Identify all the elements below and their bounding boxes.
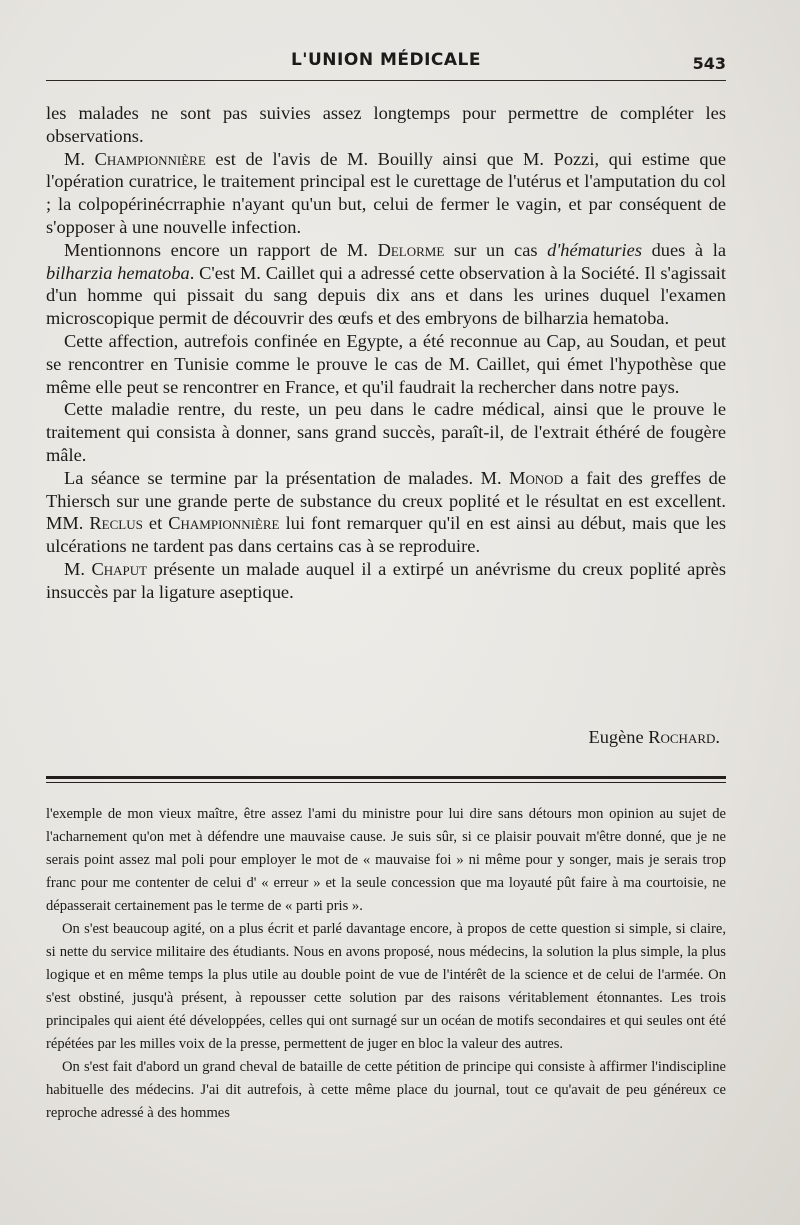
paragraph-text: est de l'avis de M. Bouilly ainsi que M. Pozzi, qui estime que l'opération curatrice, le traitement principal est le curettage de l'utérus et l'amputation du col ; la colpopérinécrraphie n'ayant qu'un but, celui de fermer le vagin, et par conséquent de s'opposer à une nouvelle infection. bbox=[46, 148, 726, 237]
footer-paragraph: l'exemple de mon vieux maître, être assez l'ami du ministre pour lui dire sans détours mon opinion au sujet de l'acharnement qu'on met à défendre une mauvaise cause. Je suis sûr, si ce plaisir pouvait m'être donné, que je ne serais point assez mal poli pour employer le mot de « mauvaise foi » ni même pour y songer, mais je serais trop franc pour me contenter de celui d' « erreur » et la seule concession que ma loyauté pût faire à ma courtoisie, ne dépasserait certainement pas le terme de « parti pris ». bbox=[46, 806, 726, 914]
author-name: Reclus bbox=[89, 513, 143, 534]
feuilleton-text bbox=[46, 803, 726, 1125]
page-number: 543 bbox=[692, 54, 726, 73]
paragraph-text: et bbox=[142, 513, 169, 534]
footer-paragraph: On s'est beaucoup agité, on a plus écrit et parlé davantage encore, à propos de cette question si simple, si claire, si nette du service militaire des étudiants. Nous en avons proposé, nous médecins, la solution la plus simple, la plus logique et en même temps la plus utile au double point de vue de l'intérêt de la science et de celui de l'armée. On s'est obstiné, jusqu'à présent, à repousser cette solution par des raisons véritablement étonnantes. Les trois principales qui aient été développées, celles qui ont surnagé sur un océan de motifs secondaires et qui seules ont été répétées par les milles voix de la presse, permettent de juger en bloc la valeur des autres. bbox=[46, 921, 726, 1052]
paragraph-text: La séance se termine par la présentation de malades. M. bbox=[64, 467, 510, 488]
paragraph-delorme bbox=[46, 239, 726, 330]
author-name: Delorme bbox=[377, 239, 445, 260]
footer-paragraph: On s'est fait d'abord un grand cheval de bataille de cette pétition de principe qui consiste à affirmer l'indiscipline habituelle des médecins. J'ai dit autrefois, à cette même place du journal, tout ce qu'avait de peu généreux ce reproche adressé à des hommes bbox=[46, 1059, 726, 1121]
italic-term: d'hématuries bbox=[547, 239, 642, 260]
signature-first: Eugène bbox=[588, 727, 649, 747]
paragraph-text: présente un malade auquel il a extirpé un anévrisme du creux poplité après insuccès par la ligature aseptique. bbox=[46, 558, 726, 602]
divider-thin bbox=[46, 782, 726, 783]
paragraph-text: a fait des greffes de Thiersch sur une grande perte de substance du creux poplité et le résultat en est excellent. MM. bbox=[46, 467, 726, 534]
speaker-name: M. Championnière bbox=[64, 148, 206, 169]
italic-term: bilharzia hematoba bbox=[46, 262, 190, 283]
article-body bbox=[46, 102, 726, 604]
header-rule bbox=[46, 80, 726, 81]
paragraph-maladie: Cette maladie rentre, du reste, un peu dans le cadre médical, ainsi que le prouve le traitement qui consista à donner, sans grand succès, paraît-il, de l'extrait éthéré de fougère mâle. bbox=[46, 399, 726, 465]
page-header bbox=[46, 46, 726, 76]
paragraph-text: sur un cas bbox=[444, 239, 548, 260]
paragraph-text: Mentionnons encore un rapport de M. bbox=[64, 239, 378, 260]
paragraph-championniere bbox=[46, 148, 726, 239]
author-name: Championnière bbox=[168, 513, 280, 534]
paragraph-chaput bbox=[46, 558, 726, 604]
paragraph-text: dues à la bbox=[641, 239, 726, 260]
author-name: Chaput bbox=[91, 558, 148, 579]
paragraph-continuation: les malades ne sont pas suivies assez longtemps pour permettre de compléter les observations. bbox=[46, 103, 726, 146]
author-name: Monod bbox=[509, 467, 564, 488]
section-divider bbox=[46, 776, 726, 783]
paragraph-seance bbox=[46, 467, 726, 558]
running-title: L'UNION MÉDICALE bbox=[290, 50, 482, 70]
divider-thick bbox=[46, 776, 726, 779]
paragraph-text: M. bbox=[64, 558, 92, 579]
article-signature bbox=[46, 727, 720, 748]
paragraph-affection: Cette affection, autrefois confinée en Egypte, a été reconnue au Cap, au Soudan, et peut se rencontrer en Tunisie comme le prouve le cas de M. Caillet, qui émet l'hypothèse que même elle peut se rencontrer en France, et qu'il faudrait la rechercher dans notre pays. bbox=[46, 330, 726, 397]
paragraph-text: lui font remarquer qu'il en est ainsi au début, mais que les ulcérations ne tardent pas dans certains cas à se reproduire. bbox=[46, 513, 727, 557]
paragraph-text: . C'est M. Caillet qui a adressé cette observation à la Société. Il s'agissait d'un homme qui pissait du sang depuis dix ans et dans les urines duquel l'examen microscopique permit de découvrir des œufs et des embryons de bilharzia hematoba. bbox=[46, 262, 726, 329]
signature-last: Rochard. bbox=[648, 727, 720, 747]
